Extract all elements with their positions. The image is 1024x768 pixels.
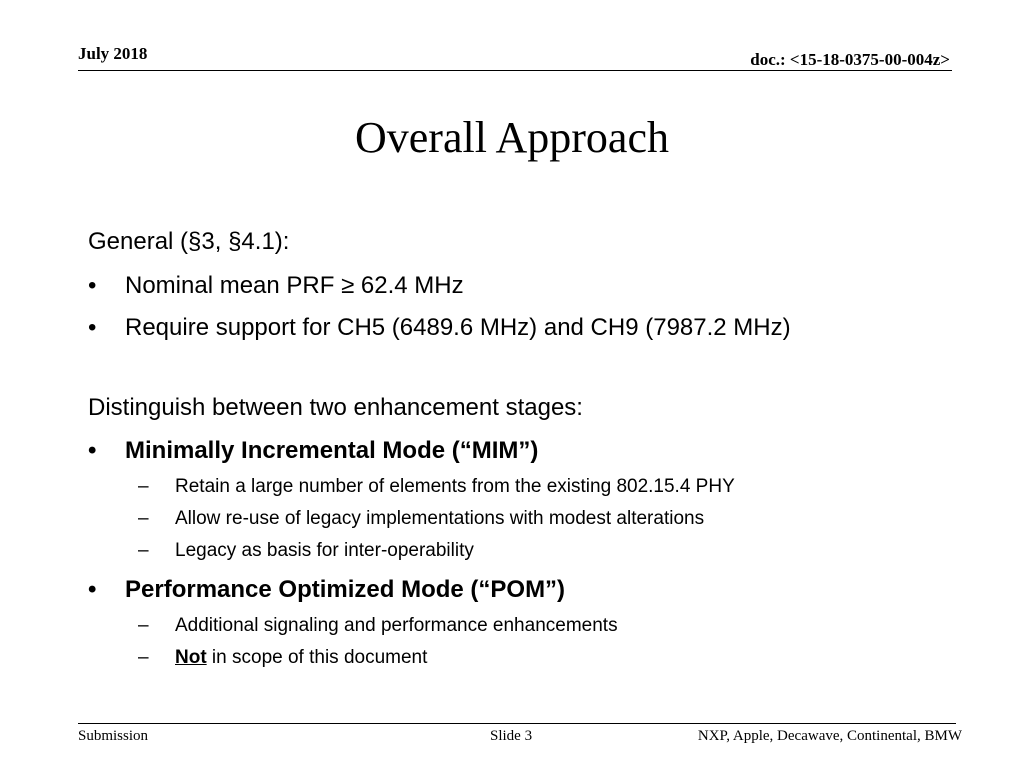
general-heading: General (§3, §4.1): xyxy=(88,228,290,255)
sub-item xyxy=(138,540,474,562)
sub-item-text: Legacy as basis for inter-operability xyxy=(175,540,474,561)
dash: – xyxy=(138,476,149,497)
footer-authors: NXP, Apple, Decawave, Continental, BMW xyxy=(697,728,962,744)
dash: – xyxy=(138,615,149,636)
list-item-text: Require support for CH5 (6489.6 MHz) and CH9 (7987.2 MHz) xyxy=(125,314,791,341)
dash: – xyxy=(138,508,149,529)
bullet: • xyxy=(88,576,97,603)
bullet: • xyxy=(88,272,97,299)
sub-item-text: Retain a large number of elements from the existing 802.15.4 PHY xyxy=(175,476,735,497)
list-item-pom xyxy=(88,576,565,604)
dash: – xyxy=(138,647,149,668)
header-rule xyxy=(78,70,952,71)
header-date: July 2018 xyxy=(78,44,148,63)
footer-slide-number: Slide 3 xyxy=(490,728,533,744)
slide-title: Overall Approach xyxy=(355,113,669,162)
list-item xyxy=(88,272,464,300)
distinguish-heading: Distinguish between two enhancement stages: xyxy=(88,394,583,421)
list-item-text: Nominal mean PRF ≥ 62.4 MHz xyxy=(125,272,464,299)
sub-item-text: in scope of this document xyxy=(206,647,428,668)
header-doc-id: doc.: <15-18-0375-00-004z> xyxy=(750,50,950,69)
sub-item xyxy=(138,647,427,669)
pom-label: Performance Optimized Mode (“POM”) xyxy=(125,576,566,603)
sub-item xyxy=(138,508,704,530)
sub-item xyxy=(138,615,618,637)
emphasis-not: Not xyxy=(175,647,207,668)
bullet: • xyxy=(88,314,97,341)
bullet: • xyxy=(88,437,97,464)
footer-rule xyxy=(78,723,956,724)
mim-label: Minimally Incremental Mode (“MIM”) xyxy=(125,437,539,464)
dash: – xyxy=(138,540,149,561)
list-item xyxy=(88,314,791,342)
sub-item-text: Allow re-use of legacy implementations with modest alterations xyxy=(175,508,705,529)
sub-item xyxy=(138,476,735,498)
sub-item-text: Additional signaling and performance enhancements xyxy=(175,615,618,636)
list-item-mim xyxy=(88,437,538,465)
footer-submission: Submission xyxy=(78,728,149,744)
